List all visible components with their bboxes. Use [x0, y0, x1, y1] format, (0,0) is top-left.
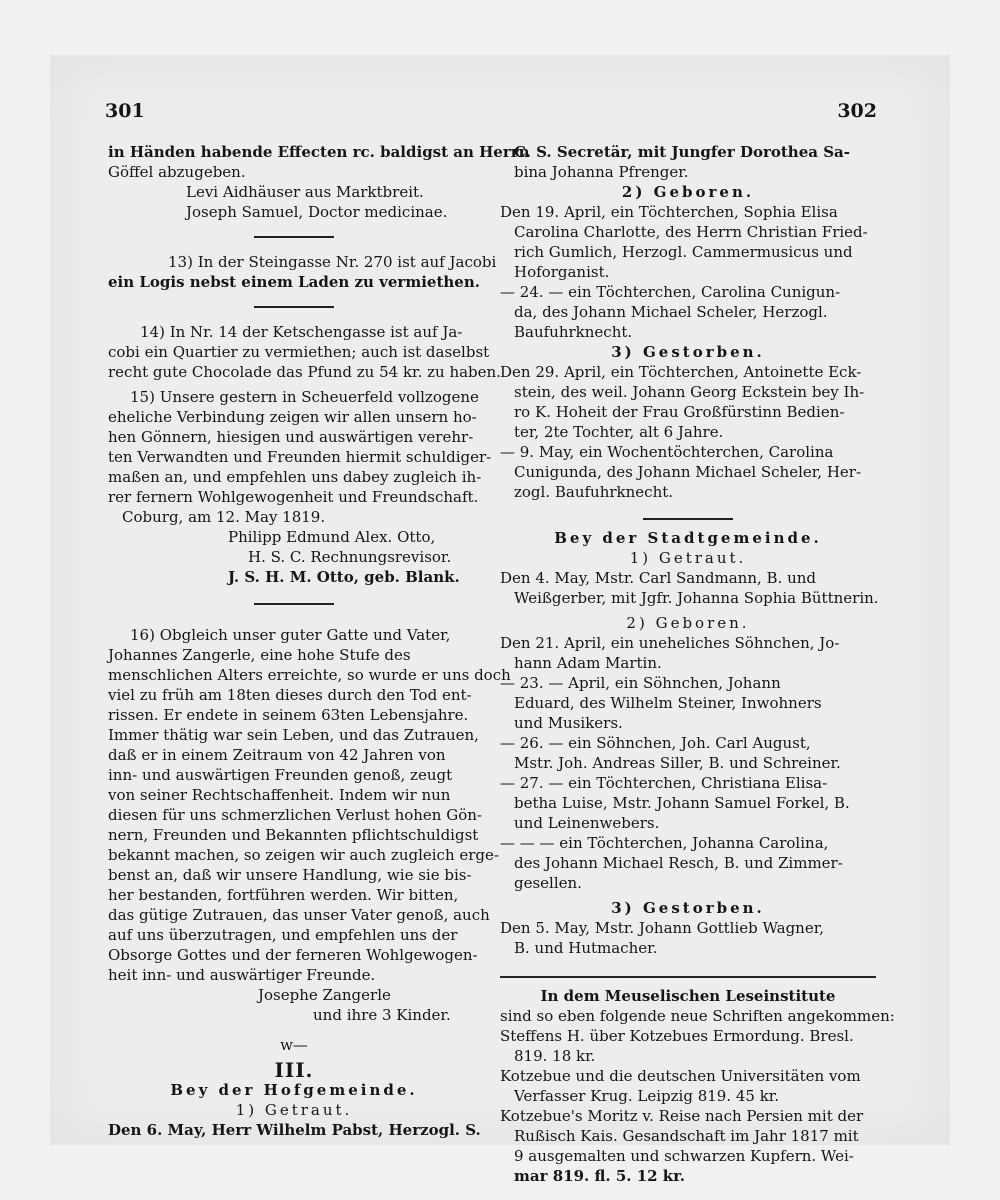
text-line: des Johann Michael Resch, B. und Zimmer-: [514, 854, 843, 872]
text-line: ro K. Hoheit der Frau Großfürstinn Bedien-: [514, 403, 845, 421]
text-line: Den 5. May, Mstr. Johann Gottlieb Wagner,: [500, 919, 825, 937]
section-title: Bey der Hofgemeinde.: [170, 1081, 418, 1099]
text-line: Eduard, des Wilhelm Steiner, Inwohners: [514, 694, 822, 712]
section-title: Bey der Stadtgemeinde.: [554, 529, 822, 547]
text-line: recht gute Chocolade das Pfund zu 54 kr. zu haben.: [108, 363, 501, 381]
text-line: gesellen.: [514, 874, 582, 892]
text-line: mar 819. fl. 5. 12 kr.: [514, 1167, 685, 1185]
text-line: menschlichen Alters erreichte, so wurde er uns doch: [108, 666, 511, 684]
text-line: von seiner Rechtschaffenheit. Indem wir nun: [108, 786, 451, 804]
signature-line: Joseph Samuel, Doctor medicinae.: [186, 203, 448, 221]
text-line: inn- und auswärtigen Freunden genoß, zeugt: [108, 766, 453, 784]
text-line: ter, 2te Tochter, alt 6 Jahre.: [514, 423, 724, 441]
text-line: Immer thätig war sein Leben, und das Zutrauen,: [108, 726, 479, 744]
signature-line: Levi Aidhäuser aus Marktbreit.: [186, 183, 424, 201]
text-line: — 9. May, ein Wochentöchterchen, Carolina: [500, 443, 834, 461]
text-line: maßen an, und empfehlen uns dabey zugleich ih-: [108, 468, 482, 486]
text-line: ten Verwandten und Freunden hiermit schuldiger-: [108, 448, 492, 466]
text-line: cobi ein Quartier zu vermiethen; auch ist daselbst: [108, 343, 490, 361]
text-line: Den 21. April, ein uneheliches Söhnchen, Jo-: [500, 634, 840, 652]
text-line: Obsorge Gottes und der ferneren Wohlgewogen-: [108, 946, 478, 964]
text-line: 13) In der Steingasse Nr. 270 ist auf Jacobi: [168, 253, 497, 271]
text-line: Göffel abzugeben.: [108, 163, 246, 181]
text-line: — 27. — ein Töchterchen, Christiana Elisa-: [500, 774, 828, 792]
text-line: Den 4. May, Mstr. Carl Sandmann, B. und: [500, 569, 817, 587]
text-line: Verfasser Krug. Leipzig 819. 45 kr.: [514, 1087, 780, 1105]
text-line: viel zu früh am 18ten dieses durch den Tod ent-: [108, 686, 472, 704]
subheading: 2) Geboren.: [621, 183, 755, 201]
text-line: bina Johanna Pfrenger.: [514, 163, 689, 181]
text-line: Steffens H. über Kotzebues Ermordung. Bresl.: [500, 1027, 854, 1045]
subheading: 3) Gestorben.: [611, 343, 765, 361]
text-line: betha Luise, Mstr. Johann Samuel Forkel, B.: [514, 794, 850, 812]
text-line: hen Gönnern, hiesigen und auswärtigen verehr-: [108, 428, 474, 446]
text-line: Weißgerber, mit Jgfr. Johanna Sophia Büttnerin.: [514, 589, 879, 607]
text-line: bekannt machen, so zeigen wir auch zugleich erge-: [108, 846, 499, 864]
right-column: [500, 142, 895, 1186]
signature-line: J. S. H. M. Otto, geb. Blank.: [228, 568, 460, 586]
date-line: Coburg, am 12. May 1819.: [122, 508, 326, 526]
divider: [254, 306, 334, 308]
text-line: Hoforganist.: [514, 263, 610, 281]
text-line: das gütige Zutrauen, das unser Vater genoß, auch: [108, 906, 490, 924]
signature-line: Josephe Zangerle: [258, 986, 391, 1004]
separator-mark: w—: [280, 1036, 308, 1054]
text-line: C. S. Secretär, mit Jungfer Dorothea Sa-: [514, 143, 850, 161]
text-line: In dem Meuselischen Leseinstitute: [540, 987, 836, 1005]
text-line: und Musikers.: [514, 714, 623, 732]
text-line: Cunigunda, des Johann Michael Scheler, Her-: [514, 463, 862, 481]
text-line: rissen. Er endete in seinem 63ten Lebensjahre.: [108, 706, 469, 724]
text-line: in Händen habende Effecten rc. baldigst an Herrn: [108, 143, 530, 161]
page-number-right: 302: [837, 100, 877, 122]
text-line: Johannes Zangerle, eine hohe Stufe des: [108, 646, 411, 664]
text-line: zogl. Baufuhrknecht.: [514, 483, 674, 501]
notice-16: [108, 625, 511, 1025]
divider: [500, 976, 876, 978]
text-line: 16) Obgleich unser guter Gatte und Vater,: [130, 626, 451, 644]
text-line: rich Gumlich, Herzogl. Cammermusicus und: [514, 243, 853, 261]
text-line: Kotzebue und die deutschen Universitäten vom: [500, 1067, 861, 1085]
text-line: diesen für uns schmerzlichen Verlust hohen Gön-: [108, 806, 482, 824]
text-line: rer fernern Wohlgewogenheit und Freundschaft.: [108, 488, 479, 506]
page-number-left: 301: [105, 100, 145, 122]
text-line: auf uns überzutragen, und empfehlen uns der: [108, 926, 458, 944]
signature-line: Philipp Edmund Alex. Otto,: [228, 528, 436, 546]
text-line: hann Adam Martin.: [514, 654, 662, 672]
text-line: benst an, daß wir unsere Handlung, wie sie bis-: [108, 866, 472, 884]
text-line: — 26. — ein Söhnchen, Joh. Carl August,: [500, 734, 811, 752]
subheading: 2) Geboren.: [626, 614, 750, 632]
text-line: her bestanden, fortführen werden. Wir bitten,: [108, 886, 459, 904]
text-line: daß er in einem Zeitraum von 42 Jahren von: [108, 746, 446, 764]
text-line: Mstr. Joh. Andreas Siller, B. und Schreiner.: [514, 754, 841, 772]
text-line: Carolina Charlotte, des Herrn Christian Fried-: [514, 223, 868, 241]
text-line: Kotzebue's Moritz v. Reise nach Persien mit der: [500, 1107, 864, 1125]
text-line: Baufuhrknecht.: [514, 323, 633, 341]
text-line: da, des Johann Michael Scheler, Herzogl.: [514, 303, 828, 321]
notice-15: [108, 387, 492, 587]
subheading: 3) Gestorben.: [611, 899, 765, 917]
text-line: — — — ein Töchterchen, Johanna Carolina,: [500, 834, 829, 852]
text-line: sind so eben folgende neue Schriften angekommen:: [500, 1007, 895, 1025]
divider: [643, 518, 733, 520]
text-line: eheliche Verbindung zeigen wir allen unsern ho-: [108, 408, 477, 426]
book-notice: [500, 986, 895, 1186]
left-column: [108, 142, 530, 1140]
notice-14: [108, 322, 501, 382]
text-line: — 23. — April, ein Söhnchen, Johann: [500, 674, 781, 692]
text-line: 819. 18 kr.: [514, 1047, 596, 1065]
text-line: heit inn- und auswärtiger Freunde.: [108, 966, 376, 984]
section-numeral: III.: [274, 1058, 314, 1082]
text-line: 14) In Nr. 14 der Ketschengasse ist auf Ja-: [140, 323, 463, 341]
text-line: Den 6. May, Herr Wilhelm Pabst, Herzogl. S.: [108, 1121, 481, 1139]
text-line: ein Logis nebst einem Laden zu vermiethen.: [108, 273, 480, 291]
notice-12: [108, 142, 530, 222]
divider: [254, 603, 334, 605]
text-line: und Leinenwebers.: [514, 814, 660, 832]
text-line: stein, des weil. Johann Georg Eckstein bey Ih-: [514, 383, 865, 401]
text-line: Rußisch Kais. Gesandschaft im Jahr 1817 mit: [514, 1127, 859, 1145]
signature-line: H. S. C. Rechnungsrevisor.: [248, 548, 452, 566]
subheading: 1) Getraut.: [629, 549, 747, 567]
text-line: Den 29. April, ein Töchterchen, Antoinette Eck-: [500, 363, 862, 381]
text-line: 9 ausgemalten und schwarzen Kupfern. Wei-: [514, 1147, 854, 1165]
subheading: 1) Getraut.: [235, 1101, 353, 1119]
text-line: B. und Hutmacher.: [514, 939, 658, 957]
text-line: 15) Unsere gestern in Scheuerfeld vollzogene: [130, 388, 479, 406]
divider: [254, 236, 334, 238]
signature-line: und ihre 3 Kinder.: [313, 1006, 451, 1024]
text-line: nern, Freunden und Bekannten pflichtschuldigst: [108, 826, 479, 844]
text-line: — 24. — ein Töchterchen, Carolina Cunigun-: [500, 283, 841, 301]
text-line: Den 19. April, ein Töchterchen, Sophia Elisa: [500, 203, 838, 221]
notice-13: [108, 252, 497, 292]
